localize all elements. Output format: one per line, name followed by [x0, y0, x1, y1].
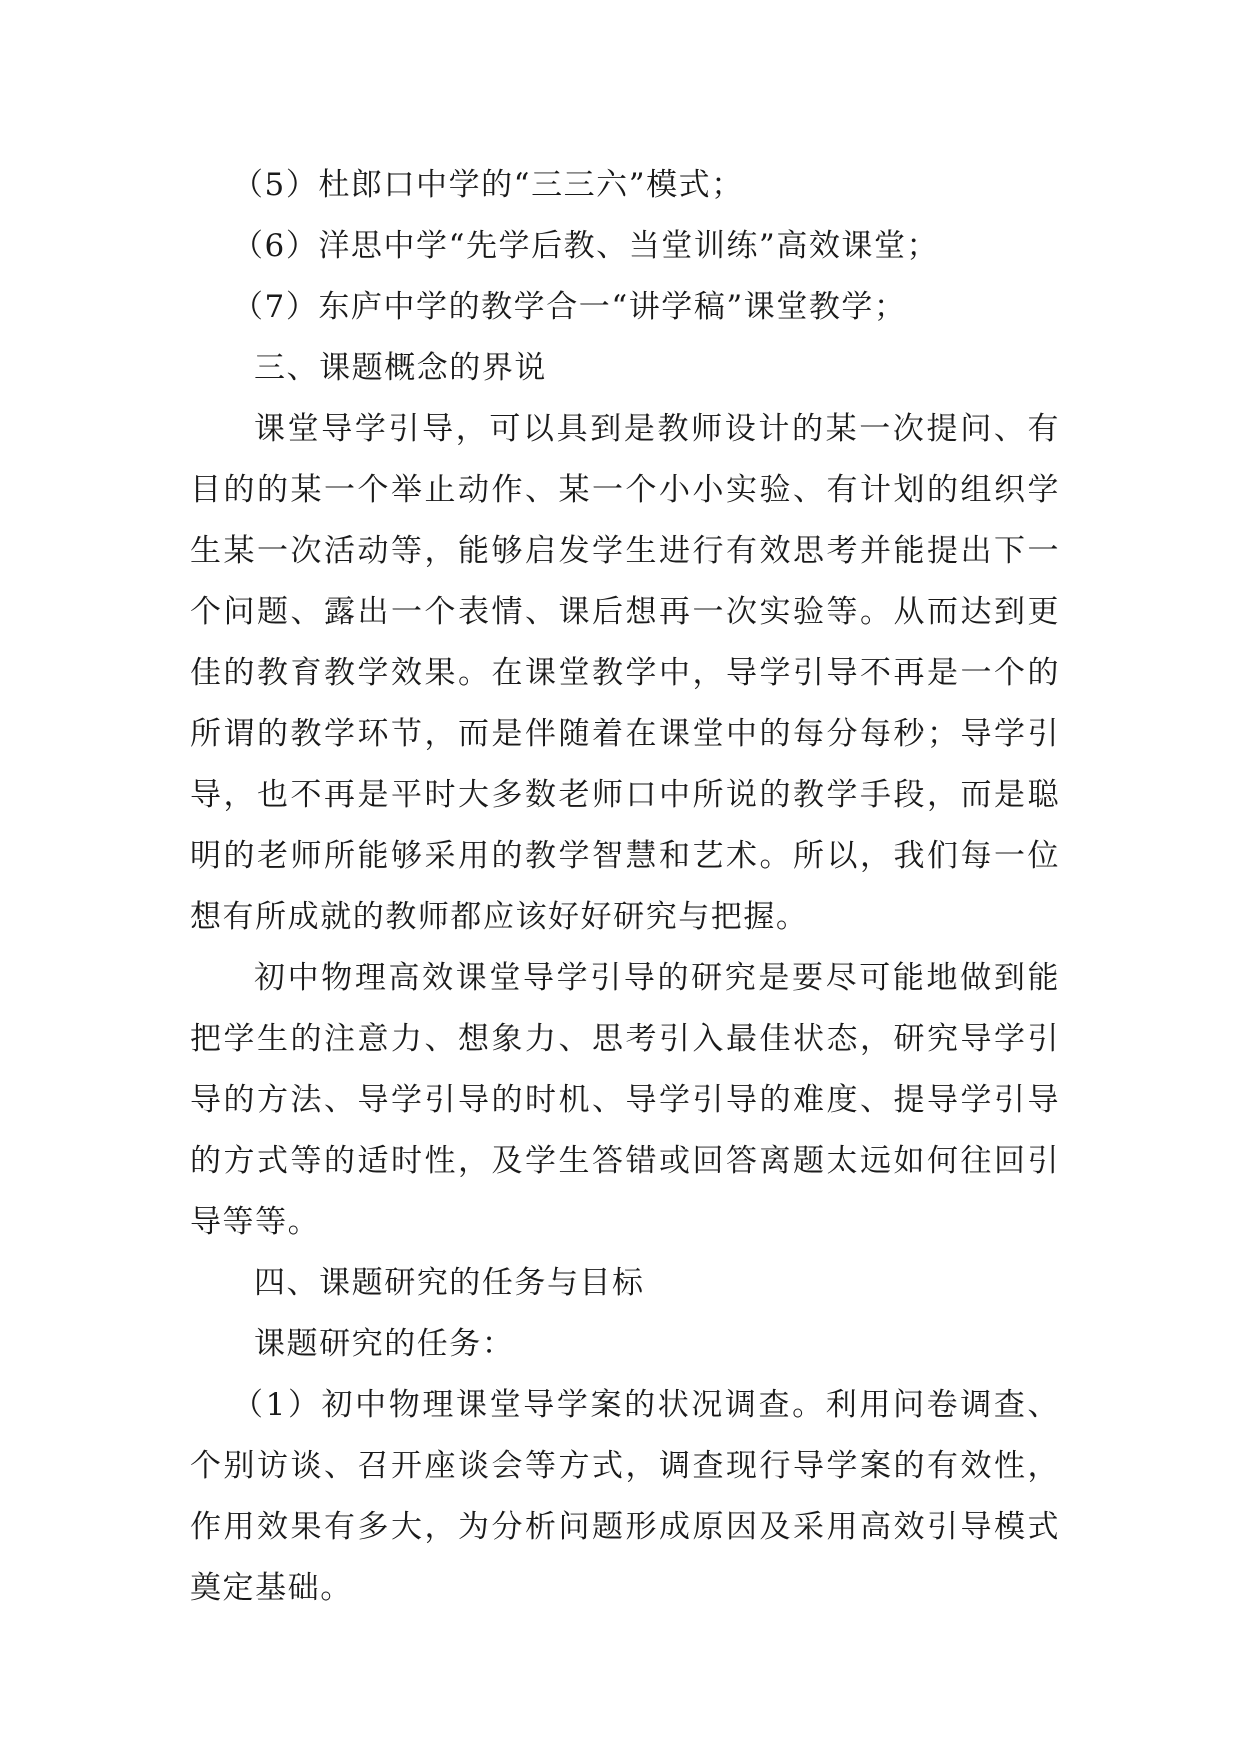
subheading-research-tasks: 课题研究的任务： — [254, 1326, 515, 1362]
document-body — [190, 155, 1060, 1619]
section-heading-3: 三、课题概念的界说 — [254, 350, 547, 386]
list-item-6: （6）洋思中学“先学后教、当堂训练”高效课堂； — [232, 228, 940, 264]
paragraph-research-description: 初中物理高效课堂导学引导的研究是要尽可能地做到能把学生的注意力、想象力、思考引入最佳状态，研究导学引导的方法、导学引导的时机、导学引导的难度、提导学引导的方式等的适时性，及学生答错或回答离题太远如何往回引导等等。 — [190, 960, 1060, 1240]
list-item-5: （5）杜郎口中学的“三三六”模式； — [232, 167, 744, 203]
task-item-1: （1）初中物理课堂导学案的状况调查。利用问卷调查、个别访谈、召开座谈会等方式，调查现行导学案的有效性，作用效果有多大，为分析问题形成原因及采用高效引导模式奠定基础。 — [190, 1387, 1060, 1606]
list-item-7: （7）东庐中学的教学合一“讲学稿”课堂教学； — [232, 289, 907, 325]
paragraph-concept-definition: 课堂导学引导，可以具到是教师设计的某一次提问、有目的的某一个举止动作、某一个小小实验、有计划的组织学生某一次活动等，能够启发学生进行有效思考并能提出下一个问题、露出一个表情、课后想再一次实验等。从而达到更佳的教育教学效果。在课堂教学中，导学引导不再是一个的所谓的教学环节，而是伴随着在课堂中的每分每秒；导学引导，也不再是平时大多数老师口中所说的教学手段，而是聪明的老师所能够采用的教学智慧和艺术。所以，我们每一位想有所成就的教师都应该好好研究与把握。 — [190, 411, 1060, 935]
section-heading-4: 四、课题研究的任务与目标 — [254, 1265, 645, 1301]
